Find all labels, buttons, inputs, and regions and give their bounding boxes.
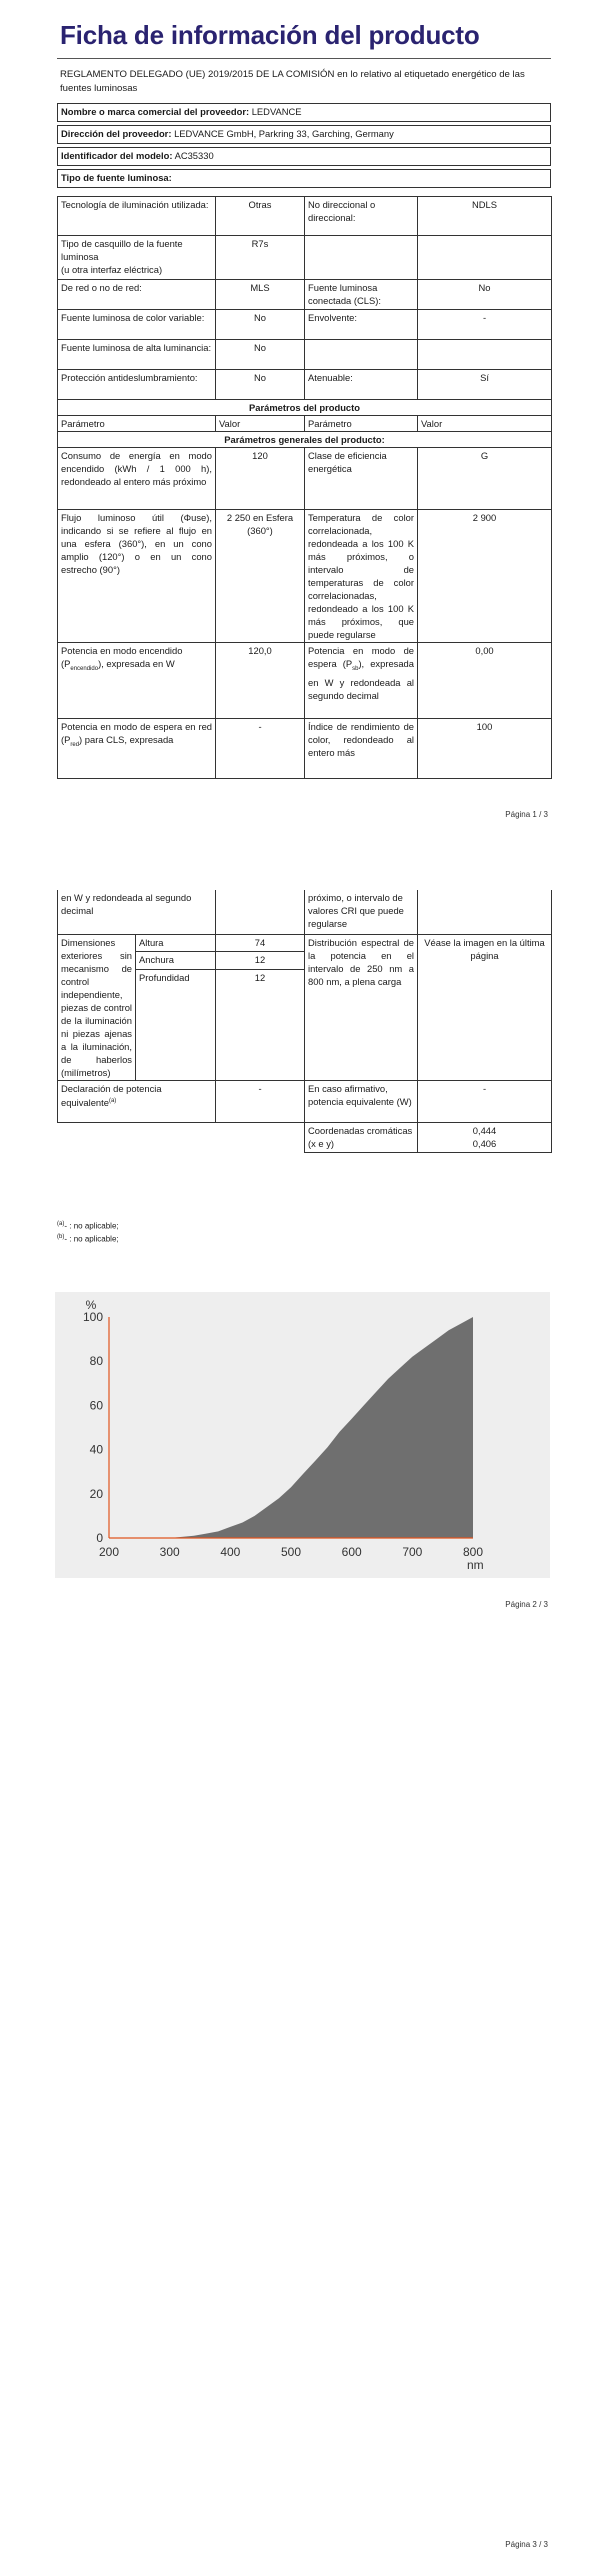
width-label: Anchura bbox=[136, 952, 216, 970]
y-tick-label: 80 bbox=[89, 1354, 103, 1369]
supplier-name-row: Nombre o marca comercial del proveedor: LEDVANCE bbox=[58, 104, 551, 122]
page-break-mask bbox=[57, 868, 551, 890]
col-header-param: Parámetro bbox=[58, 416, 216, 432]
dimmable-value: Sí bbox=[418, 370, 552, 400]
equivalent-power-w-value: - bbox=[418, 1080, 552, 1122]
cri-label: Índice de rendimiento de color, redondeado al entero más bbox=[305, 719, 418, 779]
title-divider bbox=[57, 58, 551, 59]
cap-type-value: R7s bbox=[216, 236, 305, 280]
tech-value: Otras bbox=[216, 197, 305, 236]
cls-value: No bbox=[418, 280, 552, 310]
y-tick-label: 60 bbox=[89, 1398, 103, 1413]
mains-label: De red o no de red: bbox=[58, 280, 216, 310]
depth-value: 12 bbox=[216, 970, 305, 1080]
y-axis-label: % bbox=[85, 1298, 97, 1312]
empty-cell bbox=[305, 340, 418, 370]
spectral-chart-panel bbox=[55, 1292, 550, 1578]
params-header: Parámetros del producto bbox=[58, 400, 552, 416]
chromaticity-label: Coordenadas cromáticas (x e y) bbox=[305, 1122, 418, 1152]
col-header-value: Valor bbox=[418, 416, 552, 432]
model-id-row: Identificador del modelo: AC35330 bbox=[58, 148, 551, 166]
standby-power-label: Potencia en modo de espera $(P_{sb})$, expresada en W y redondeada al segundo decimal bbox=[305, 643, 418, 719]
x-tick-label: 600 bbox=[341, 1545, 362, 1559]
general-params-header: Parámetros generales del producto: bbox=[58, 432, 552, 448]
page-number: Página 2 / 3 bbox=[505, 1600, 548, 1609]
on-mode-power-label: Potencia en modo encendido $(P_{encendido})$, expresada en W bbox=[58, 643, 216, 719]
params-table-continued bbox=[57, 890, 552, 1153]
network-standby-label: Potencia en modo de espera en red $(P_{red})$ para CLS, expresada bbox=[58, 719, 216, 779]
col-header-value: Valor bbox=[216, 416, 305, 432]
cct-label: Temperatura de color correlacionada, redondeada a los 100 K más próximos, o intervalo de temperaturas de color correlacionadas, redondeado a los 100 K más próximos, que puede regularse bbox=[305, 510, 418, 643]
colour-tunable-label: Fuente luminosa de color variable: bbox=[58, 310, 216, 340]
y-tick-label: 20 bbox=[89, 1486, 103, 1501]
x-tick-label: 200 bbox=[98, 1545, 120, 1559]
x-tick-label: 500 bbox=[280, 1545, 302, 1559]
dimmable-label: Atenuable: bbox=[305, 370, 418, 400]
flux-label: Flujo luminoso útil (Φuse), indicando si se refiere al flujo en una esfera (360°), en un cono amplio (120°) o en un cono estrecho (90°) bbox=[58, 510, 216, 643]
equivalent-power-label: Declaración de potencia equivalente$^{(a)}$ bbox=[58, 1080, 216, 1122]
high-luminance-value: No bbox=[216, 340, 305, 370]
technology-table bbox=[57, 196, 552, 779]
page-1 bbox=[0, 0, 603, 820]
x-tick-label: 700 bbox=[402, 1545, 423, 1559]
mains-value: MLS bbox=[216, 280, 305, 310]
colour-tunable-value: No bbox=[216, 310, 305, 340]
x-tick-label: 400 bbox=[220, 1545, 241, 1559]
page-number: Página 3 / 3 bbox=[505, 2540, 548, 2549]
footnote-a: $^{(a)}$- : no aplicable; bbox=[57, 1221, 119, 1231]
anti-glare-label: Protección antideslumbramiento: bbox=[58, 370, 216, 400]
energy-label: Consumo de energía en modo encendido (kWh / 1 000 h), redondeado al entero más próximo bbox=[58, 448, 216, 510]
equivalent-power-w-label: En caso afirmativo, potencia equivalente (W) bbox=[305, 1080, 418, 1122]
cri-value: 100 bbox=[418, 719, 552, 779]
on-mode-power-value: 120,0 bbox=[216, 643, 305, 719]
eff-class-value: G bbox=[418, 448, 552, 510]
y-tick-label: 40 bbox=[89, 1442, 103, 1457]
empty-cell bbox=[418, 236, 552, 280]
x-tick-label: 300 bbox=[159, 1545, 180, 1559]
empty-cell bbox=[216, 890, 305, 934]
depth-label: Profundidad bbox=[136, 970, 216, 1080]
x-tick-label: 800 bbox=[462, 1545, 484, 1559]
height-label: Altura bbox=[136, 934, 216, 952]
directional-label: No direccional o direccional: bbox=[305, 197, 418, 236]
anti-glare-value: No bbox=[216, 370, 305, 400]
y-tick-label: 100 bbox=[82, 1310, 103, 1324]
envelope-value: - bbox=[418, 310, 552, 340]
regulation-text: REGLAMENTO DELEGADO (UE) 2019/2015 DE LA COMISIÓN en lo relativo al etiquetado energético de las fuentes luminosas bbox=[60, 69, 525, 94]
eff-class-label: Clase de eficiencia energética bbox=[305, 448, 418, 510]
cri-label-cont: próximo, o intervalo de valores CRI que puede regularse bbox=[305, 890, 418, 934]
high-luminance-label: Fuente luminosa de alta luminancia: bbox=[58, 340, 216, 370]
network-standby-label-cont: en W y redondeada al segundo decimal bbox=[58, 890, 216, 934]
supplier-address-row: Dirección del proveedor: LEDVANCE GmbH, Parkring 33, Garching, Germany bbox=[58, 126, 551, 144]
y-tick-label: 0 bbox=[96, 1531, 103, 1545]
spd-value: Véase la imagen en la última página bbox=[418, 934, 552, 1080]
empty-cell bbox=[418, 890, 552, 934]
empty-cell bbox=[418, 340, 552, 370]
footnote-b: $^{(b)}$- : no aplicable; bbox=[57, 1234, 119, 1244]
dimensions-label: Dimensiones exteriores sin mecanismo de control independiente, piezas de control de la iluminación ni piezas ajenas a la iluminación, de haberlos (milímetros) bbox=[58, 934, 136, 1080]
envelope-label: Envolvente: bbox=[305, 310, 418, 340]
col-header-param: Parámetro bbox=[305, 416, 418, 432]
directional-value: NDLS bbox=[418, 197, 552, 236]
height-value: 74 bbox=[216, 934, 305, 952]
spectrum-area bbox=[170, 1317, 473, 1538]
empty-cell bbox=[58, 1122, 305, 1152]
cct-value: 2 900 bbox=[418, 510, 552, 643]
page-number: Página 1 / 3 bbox=[505, 810, 548, 819]
network-standby-value: - bbox=[216, 719, 305, 779]
equivalent-power-value: - bbox=[216, 1080, 305, 1122]
empty-cell bbox=[305, 236, 418, 280]
cls-label: Fuente luminosa conectada (CLS): bbox=[305, 280, 418, 310]
spectral-power-chart bbox=[55, 1292, 550, 1578]
source-type-heading: Tipo de fuente luminosa: bbox=[58, 170, 551, 188]
flux-value: 2 250 en Esfera (360°) bbox=[216, 510, 305, 643]
energy-value: 120 bbox=[216, 448, 305, 510]
page-break-mask bbox=[57, 792, 551, 820]
tech-label: Tecnología de iluminación utilizada: bbox=[58, 197, 216, 236]
x-axis-label: nm bbox=[467, 1558, 484, 1572]
document-title: Ficha de información del producto bbox=[60, 20, 480, 50]
cap-type-label: Tipo de casquillo de la fuente luminosa (u otra interfaz eléctrica) bbox=[58, 236, 216, 280]
chromaticity-value: 0,444 0,406 bbox=[418, 1122, 552, 1152]
spd-label: Distribución espectral de la potencia en el intervalo de 250 nm a 800 nm, a plena carga bbox=[305, 934, 418, 1080]
width-value: 12 bbox=[216, 952, 305, 970]
supplier-table bbox=[57, 103, 551, 188]
standby-power-value: 0,00 bbox=[418, 643, 552, 719]
